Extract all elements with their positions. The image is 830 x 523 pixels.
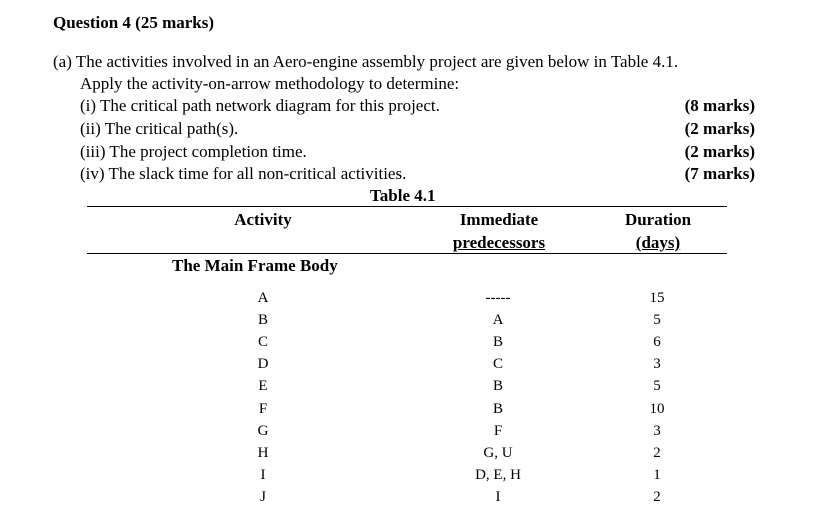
- row-activity: A: [257, 290, 269, 306]
- row-activity: F: [258, 401, 268, 417]
- header-predecessors-line2: predecessors: [452, 233, 546, 252]
- row-duration: 6: [653, 334, 661, 350]
- item-iii-text: (iii) The project completion time.: [80, 142, 307, 161]
- row-predecessors: A: [492, 312, 504, 328]
- row-predecessors: B: [492, 334, 503, 350]
- part-a-intro: (a) The activities involved in an Aero-engine assembly project are given below in Table 4.1.: [53, 52, 679, 71]
- row-duration: 15: [649, 290, 665, 306]
- row-predecessors: B: [492, 401, 503, 417]
- row-duration: 2: [653, 489, 661, 505]
- row-predecessors: D, E, H: [475, 467, 521, 483]
- header-predecessors-line1: Immediate: [459, 210, 539, 229]
- row-duration: 2: [653, 445, 661, 461]
- table-caption: Table 4.1: [370, 186, 436, 205]
- section-title: The Main Frame Body: [172, 256, 338, 275]
- row-duration: 1: [653, 467, 661, 483]
- item-i-text: (i) The critical path network diagram for this project.: [80, 96, 440, 115]
- row-activity: H: [257, 445, 269, 461]
- row-predecessors: F: [493, 423, 503, 439]
- row-activity: G: [257, 423, 269, 439]
- header-duration-line2: (days): [635, 233, 681, 252]
- row-activity: B: [257, 312, 268, 328]
- item-iv-marks: (7 marks): [684, 164, 755, 183]
- row-duration: 3: [653, 423, 661, 439]
- row-duration: 3: [653, 356, 661, 372]
- row-predecessors: -----: [485, 290, 511, 306]
- item-iii-marks: (2 marks): [684, 142, 755, 161]
- part-a-instruction: Apply the activity-on-arrow methodology to determine:: [80, 74, 460, 93]
- row-activity: I: [260, 467, 266, 483]
- item-iv-text: (iv) The slack time for all non-critical activities.: [80, 164, 407, 183]
- table-header-rule: [87, 253, 727, 254]
- item-ii-marks: (2 marks): [684, 119, 755, 138]
- item-i-marks: (8 marks): [684, 96, 755, 115]
- item-ii-text: (ii) The critical path(s).: [80, 119, 239, 138]
- header-duration-line1: Duration: [624, 210, 692, 229]
- row-duration: 5: [653, 312, 661, 328]
- table-top-rule: [87, 206, 727, 207]
- row-activity: J: [260, 489, 266, 505]
- row-duration: 10: [649, 401, 665, 417]
- row-predecessors: G, U: [483, 445, 513, 461]
- header-activity: Activity: [234, 210, 292, 229]
- row-activity: C: [257, 334, 268, 350]
- row-activity: D: [257, 356, 269, 372]
- row-predecessors: C: [492, 356, 503, 372]
- row-duration: 5: [653, 378, 661, 394]
- row-activity: E: [258, 378, 268, 394]
- row-predecessors: B: [492, 378, 503, 394]
- question-title: Question 4 (25 marks): [53, 13, 215, 32]
- row-predecessors: I: [495, 489, 501, 505]
